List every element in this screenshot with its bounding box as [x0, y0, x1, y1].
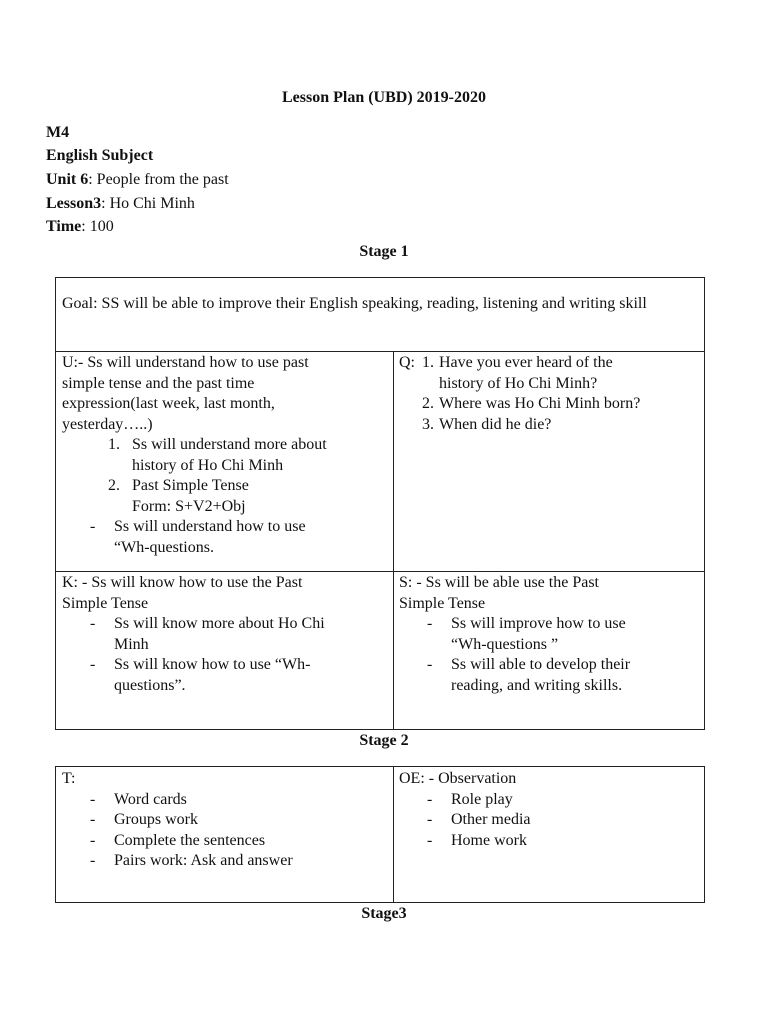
t-bullet-item: - Pairs work: Ask and answer [62, 851, 387, 872]
understanding-cell [56, 351, 393, 560]
s-bullet-text: - Ss will able to develop their [451, 656, 631, 673]
s-bullet-item [399, 655, 698, 696]
k-bullet-text: - Ss will know more about Ho Chi [114, 615, 325, 632]
s-bullet-item [399, 614, 698, 655]
grade-line [46, 124, 69, 142]
lesson-value: : Ho Chi Minh [101, 195, 195, 212]
u-item-text: history of Ho Chi Minh [132, 456, 284, 474]
subject-line [46, 147, 153, 165]
stage1-table [55, 277, 705, 730]
t-bullet-item: - Groups work [62, 810, 387, 831]
q-item-number: 2. [422, 395, 434, 412]
q-item-number: 1. [422, 354, 434, 371]
time-label: Time [46, 218, 82, 235]
q-item-number: 3. [422, 415, 434, 433]
subject-value: English Subject [46, 147, 154, 164]
stage3-heading: Stage3 [361, 905, 407, 922]
lesson-line [46, 195, 195, 213]
u-bullet-item [62, 517, 387, 558]
u-bullet-text: - Ss will understand how to use [114, 518, 306, 535]
grade-value: M4 [46, 124, 70, 141]
s-bullet-text: - Ss will improve how to use [451, 615, 626, 632]
stage1-heading: Stage 1 [359, 243, 409, 260]
k-bullet-text: Minh [114, 635, 149, 653]
u-intro-line: U:- Ss will understand how to use past [62, 354, 309, 371]
u-intro-line: simple tense and the past time [62, 374, 255, 392]
s-bullet-text: reading, and writing skills. [451, 676, 623, 694]
s-bullet-text: “Wh-questions ” [451, 635, 559, 653]
other-evidence-cell [393, 767, 704, 853]
t-bullet-list [62, 790, 387, 872]
s-intro-line: Simple Tense [399, 594, 486, 612]
stage2-heading: Stage 2 [359, 732, 409, 749]
questions-cell [393, 351, 704, 437]
q-item-1 [399, 353, 698, 394]
u-bullet-text: “Wh-questions. [114, 538, 214, 556]
t-label: T: [62, 770, 76, 787]
k-bullet-list [62, 614, 387, 696]
s-bullet-list [399, 614, 698, 696]
unit-value: : People from the past [88, 171, 229, 188]
lesson-label: Lesson3 [46, 195, 102, 212]
q-item-text: When did he die? [439, 415, 552, 433]
u-bullet-list [62, 517, 387, 558]
oe-bullet-item: - Home work [399, 831, 698, 852]
s-intro-line: S: - Ss will be able use the Past [399, 574, 599, 591]
t-bullet-item: - Word cards [62, 790, 387, 811]
k-bullet-item [62, 614, 387, 655]
k-intro-line: K: - Ss will know how to use the Past [62, 574, 303, 591]
goal-text: Goal: SS will be able to improve their English speaking, reading, listening and writing skill [62, 295, 647, 312]
q-item-text: Where was Ho Chi Minh born? [439, 395, 641, 412]
u-item-text: Form: S+V2+Obj [132, 497, 246, 515]
q-prefix: Q: [399, 354, 415, 371]
document-title: Lesson Plan (UBD) 2019-2020 [281, 89, 486, 106]
u-item-text: Past Simple Tense [132, 477, 249, 494]
t-bullet-item: - Complete the sentences [62, 831, 387, 852]
k-bullet-text: questions”. [114, 676, 186, 694]
oe-bullet-list [399, 790, 698, 852]
q-item-text: history of Ho Chi Minh? [439, 374, 598, 392]
oe-bullet-item: - Other media [399, 810, 698, 831]
u-intro-line: expression(last week, last month, [62, 395, 275, 412]
q-item-3 [399, 415, 698, 436]
u-item-2 [62, 476, 387, 517]
u-item-number: 2. [108, 477, 120, 494]
time-line [46, 218, 114, 236]
oe-label: OE: - Observation [399, 770, 517, 787]
knowledge-cell [56, 571, 393, 698]
u-item-1 [62, 435, 387, 476]
unit-label: Unit 6 [46, 171, 89, 188]
k-bullet-item [62, 655, 387, 696]
teaching-cell [56, 767, 393, 874]
stage2-table [55, 766, 705, 903]
k-intro-line: Simple Tense [62, 594, 149, 612]
u-intro-line: yesterday…..) [62, 415, 153, 433]
q-item-text: Have you ever heard of the [439, 354, 613, 371]
time-value: : 100 [81, 218, 114, 235]
u-item-number: 1. [108, 436, 120, 453]
skills-cell [393, 571, 704, 698]
u-item-text: Ss will understand more about [132, 436, 327, 453]
unit-line [46, 171, 229, 189]
q-item-2 [399, 394, 698, 415]
k-bullet-text: - Ss will know how to use “Wh- [114, 656, 311, 673]
oe-bullet-item: - Role play [399, 790, 698, 811]
